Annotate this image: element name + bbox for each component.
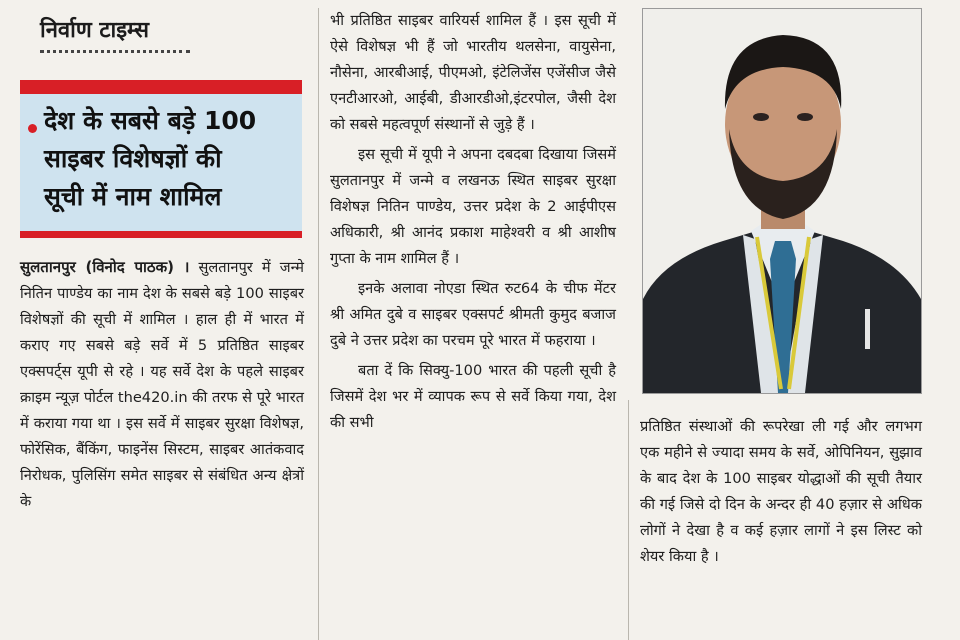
bullet-icon — [28, 124, 37, 133]
article-paragraph: इनके अलावा नोएडा स्थित रुट64 के चीफ मेंटर श्री अमित दुबे व साइबर एक्सपर्ट श्रीमती कुमुद बजाज दुबे ने उत्तर प्रदेश का परचम पूरे भारत में फहराया । — [330, 280, 616, 349]
article-paragraph: बता दें कि सिक्यु-100 भारत की पहली सूची है जिसमें देश भर में व्यापक रूप से सर्वे किया गया, देश की सभी — [330, 362, 616, 431]
headline-box — [20, 80, 302, 238]
headline-line: साइबर विशेषज्ञों की — [44, 144, 222, 173]
headline-line: सूची में नाम शामिल — [44, 182, 222, 211]
headline — [32, 102, 294, 216]
article-paragraph: भी प्रतिष्ठित साइबर वारियर्स शामिल हैं । इस सूची में ऐसे विशेषज्ञ भी हैं जो भारतीय थलसेना, वायुसेना, नौसेना, आरबीआई, पीएमओ, इंटेलिजेंस एजेंसीज जैसे एनटीआरओ, आईबी, डीआरडीओ,इंटरपोल, जैसी देश को सबसे महत्वपूर्ण संस्थानों से जुड़े हैं । — [330, 12, 616, 133]
article-column-1 — [20, 254, 304, 515]
article-text: सुलतानपुर में जन्मे नितिन पाण्डेय का नाम देश के सबसे बड़े 100 साइबर विशेषज्ञों की सूची में शामिल । हाल ही में भारत में कराए गए सबसे बड़े सर्वे में 5 प्रतिष्ठित साइबर एक्सपर्ट्स यूपी से रहे । यह सर्वे देश के पहले साइबर क्राइम न्यूज़ पोर्टल the420.in की तरफ से पूरे भारत में कराया गया था । इस सर्वे में साइबर सुरक्षा विशेषज्ञ, फोरेंसिक, बैंकिंग, फाइनेंस सिस्टम, साइबर आतंकवाद निरोधक, पुलिसिंग समेत साइबर से संबंधित अन्य क्षेत्रों के — [20, 259, 304, 510]
headline-line: देश के सबसे बड़े 100 — [44, 106, 257, 135]
column-divider — [628, 400, 629, 640]
article-paragraph: इस सूची में यूपी ने अपना दबदबा दिखाया जिसमें सुलतानपुर में जन्मे व लखनऊ स्थित साइबर सुरक्षा विशेषज्ञ नितिन पाण्डेय, उत्तर प्रदेश के 2 आईपीएस अधिकारी, श्री आनंद प्रकाश माहेश्वरी व श्री आशीष गुप्ता के नाम शामिल हैं । — [330, 146, 616, 267]
article-paragraph: प्रतिष्ठित संस्थाओं की रूपरेखा ली गई और लगभग एक महीने से ज्यादा समय के सर्वे, ओपिनियन, सुझाव के बाद देश के 100 साइबर योद्धाओं की सूची तैयार की गई जिसे दो दिन के अन्दर ही 40 हज़ार से अधिक लोगों ने देखा है व कई हज़ार लागों ने इस लिस्ट को शेयर किया है । — [640, 418, 922, 565]
masthead-title: निर्वाण टाइम्स — [40, 14, 190, 53]
article-column-2 — [330, 8, 616, 436]
column-divider — [318, 8, 319, 640]
byline: सुलतानपुर (विनोद पाठक) । — [20, 258, 190, 276]
portrait-photo — [642, 8, 922, 394]
article-column-3 — [640, 414, 922, 570]
